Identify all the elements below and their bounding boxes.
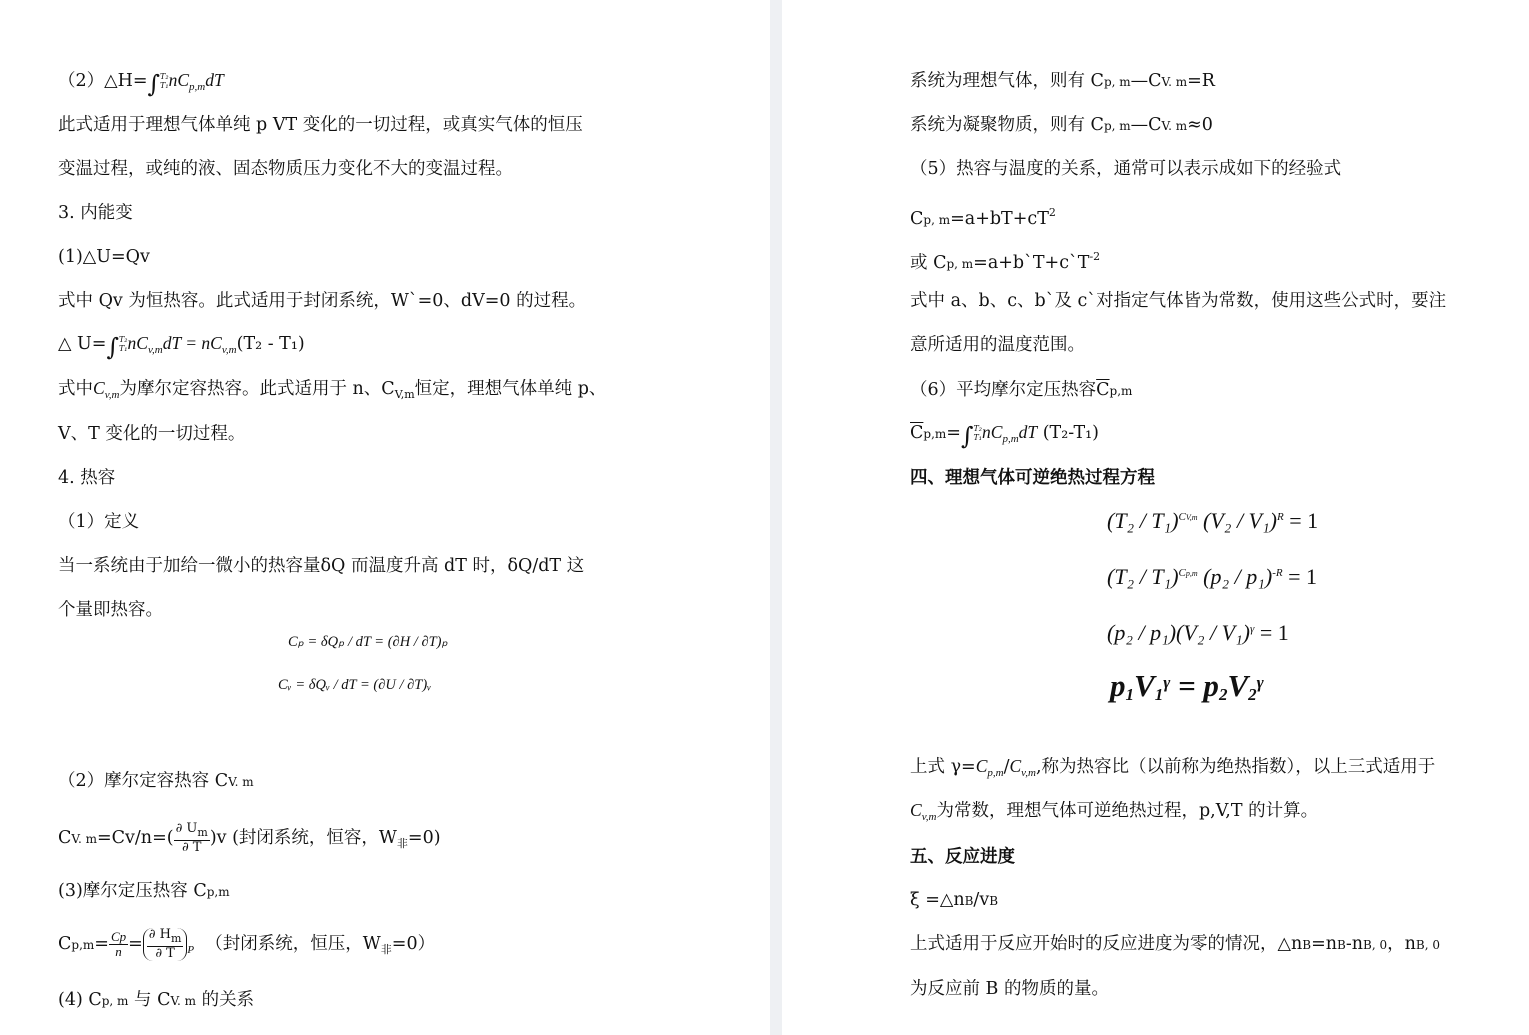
text-segment: ,称为热容比（以前称为绝热指数），以上三式适用于 [1035,757,1436,777]
mean-cp-formula [910,420,1099,451]
integral-limits [160,72,169,90]
text-segment: 为常数，理想气体可逆绝热过程，p,V,T 的计算。 [936,801,1319,821]
subscript: 非 [396,837,408,850]
eq-part: p [1110,668,1126,703]
symbol: $\overline{C}$ [910,423,924,443]
numerator [174,822,210,841]
text-segment: —C [1130,71,1162,91]
subsection-heading [910,378,1132,403]
page-divider [770,0,782,1035]
subscript: P [187,944,195,956]
subscript: p,m [206,885,230,899]
text-segment: / [1003,757,1010,777]
cp-definition-equation: Cₚ = δQₚ / dT = (∂H / ∂T)ₚ [288,634,448,650]
text-segment: =Cv/n=( [96,828,174,848]
text-segment: 系统为凝聚物质，则有 C [910,115,1104,135]
denominator: ∂ T [181,840,202,855]
text-segment: 上式 γ= [910,757,976,777]
adiabatic-equation-3 [1107,620,1289,646]
eq-exponent: γ [1163,673,1171,692]
subsection-heading: （1）定义 [58,512,140,532]
text-segment: （封闭系统，恒压，W [205,934,381,954]
subscript: p,m [923,427,947,441]
subsection-heading [58,769,254,794]
text-segment: /v [973,890,990,910]
text-segment: ξ =△n [910,890,965,910]
text-segment: ≈0 [1187,115,1213,135]
section-heading: 四、理想气体可逆绝热过程方程 [910,468,1155,488]
eq-part: = 1 [1283,508,1319,533]
subscript: p,m [1109,384,1133,398]
eq-exponent: γ [1250,623,1255,635]
text-segment: 系统为理想气体，则有 C [910,71,1104,91]
symbol: C [1009,756,1022,776]
eq-part: = 1 [1282,564,1318,589]
eq-part: = 1 [1254,620,1289,645]
eq-part: (T₂ / T₁) [1107,508,1179,533]
paragraph-line: 式中 Qv 为恒热容。此式适用于封闭系统，W`=0、dV=0 的过程。 [58,291,587,311]
bracket [143,928,188,961]
symbol: C [93,378,105,398]
text-segment: C [58,828,72,848]
eq-subscript: 2 [1248,685,1257,704]
symbol: C [910,800,922,820]
numerator-text: ∂ U [175,821,198,836]
text-segment: 上式适用于反应开始时的反应进度为零的情况，△n [910,934,1303,954]
integrand: nC [982,422,1003,442]
lower-limit: T₁ [973,433,982,442]
equals: = [128,934,143,954]
numerator: Cp [110,929,127,944]
subscript: p, m [1103,75,1131,89]
delta-h-formula [58,68,224,99]
subscript: B, 0 [1363,938,1388,952]
text-segment: -n [1345,934,1364,954]
formula-line [910,245,1100,276]
section-heading: 4. 热容 [58,468,116,488]
subscript: V. m [1161,75,1188,89]
formula-line: (1)△U=Qv [58,247,150,267]
paragraph-line: 意所适用的温度范围。 [910,335,1085,355]
subscript: p,m [71,938,95,952]
denominator: ∂ T [155,946,175,961]
upper-limit: T₂ [973,424,982,433]
cvm-formula [58,822,441,856]
superscript: -2 [1089,250,1101,263]
subscript: p, m [946,257,974,271]
text-segment: (4) C [58,990,102,1010]
paragraph-line: 此式适用于理想气体单纯 p VT 变化的一切过程，或真实气体的恒压 [58,115,583,135]
text-segment: （2）摩尔定容热容 C [58,771,229,791]
paragraph-line [910,754,1435,785]
integral-limits [973,424,982,442]
subscript: V. m [71,832,97,846]
paragraph-line: 为反应前 B 的物质的量。 [910,979,1109,999]
eq-exponent: -R [1272,567,1283,579]
paragraph-line: 变温过程，或纯的液、固态物质压力变化不大的变温过程。 [58,159,513,179]
eq-part: (p₂ / p₁) [1197,564,1273,589]
numerator-sub: m [170,932,182,945]
paragraph-line: 式中 a、b、c、b`及 c`对指定气体皆为常数，使用这些公式时，要注 [910,291,1447,311]
subscript: v,m [147,344,163,356]
text-segment: =0) [407,828,441,848]
eq-part: = p [1170,668,1219,703]
text-segment: (T₂-T₁) [1037,423,1100,443]
text-segment: =a+b`T+c`T [973,253,1090,273]
subscript: 非 [380,943,392,956]
subscript: v,m [221,344,237,356]
integral-sign: ∫ [960,422,974,450]
adiabatic-equation-4 [1110,668,1264,705]
cv-definition-equation: Cᵥ = δQᵥ / dT = (∂U / ∂T)ᵥ [278,677,432,693]
text-segment: )v (封闭系统，恒容，W [209,828,397,848]
eq-exponent: R [1276,511,1284,523]
exp-sub: V,m [1185,513,1198,522]
text-segment: （6）平均摩尔定压热容 [910,380,1097,400]
symbol: $\overline{C}$ [1096,380,1110,400]
eq-subscript: 2 [1218,685,1228,704]
right-page [782,0,1529,1035]
formula-label: △ U= [58,334,107,354]
subscript: p,m [987,767,1004,779]
subscript: B, 0 [1415,938,1440,952]
text-segment: 的关系 [196,990,255,1010]
adiabatic-equation-1 [1107,508,1318,534]
exp-sub: p,m [1185,569,1198,578]
section-heading: 3. 内能变 [58,203,133,223]
adiabatic-equation-2 [1107,564,1317,590]
subscript: p,m [189,81,206,93]
text-segment: C [58,934,72,954]
subscript: B [1302,938,1312,952]
subsection-heading [58,879,230,904]
subscript: B [1337,938,1346,952]
section-heading: 五、反应进度 [910,847,1015,867]
subscript: p, m [1103,119,1131,133]
subscript: v,m [921,811,937,823]
fraction [147,928,184,961]
paragraph-line [58,376,606,407]
text-segment: 与 C [128,990,171,1010]
formula-label: （2）△H= [58,71,148,91]
eq-exponent: γ [1256,673,1264,692]
text-segment: =a+bT+cT [950,209,1049,229]
eq-part: (V₂ / V₁) [1197,508,1277,533]
eq-part: (T₂ / T₁) [1107,564,1179,589]
exp-symbol: C [1178,511,1186,523]
cpm-formula [58,928,435,962]
subscript: p, m [923,213,951,227]
differential: dT [205,70,224,90]
numerator-text: ∂ H [148,927,171,942]
text-segment: = [946,423,961,443]
text-segment: —C [1130,115,1162,135]
paragraph-line [910,113,1213,138]
text-segment: C [910,209,924,229]
symbol: C [975,756,988,776]
fraction [174,822,210,855]
text-segment: 为摩尔定容热容。此式适用于 n、C [119,379,395,399]
superscript: 2 [1048,206,1056,219]
eq-subscript: 1 [1154,685,1164,704]
text-segment: 恒定，理想气体单纯 p、 [414,379,607,399]
subscript: V,m [394,388,415,401]
subscript: p, m [101,994,129,1008]
eq-subscript: 1 [1125,685,1134,704]
text-segment: ，n [1387,934,1416,954]
paragraph-line: 当一系统由于加给一微小的热容量δQ 而温度升高 dT 时，δQ/dT 这 [58,556,585,576]
formula-mid: dT = nC [162,333,222,353]
lower-limit: T₁ [160,81,169,90]
eq-part: V [1134,668,1155,703]
paragraph-line: V、T 变化的一切过程。 [58,424,246,444]
upper-limit: T₂ [160,72,169,81]
formula-line [910,888,998,913]
differential: dT [1018,422,1038,442]
eq-part: (p₂ / p₁)(V₂ / V₁) [1107,620,1250,645]
formula-tail: (T₂ - T₁) [236,334,305,354]
text-segment: =0） [391,934,436,954]
subsection-heading [58,988,254,1013]
subsection-heading: （5）热容与温度的关系，通常可以表示成如下的经验式 [910,159,1342,179]
lower-limit: T₁ [118,344,128,353]
integral-limits [119,335,128,353]
eq-exponent [1179,567,1198,579]
denominator: n [115,944,122,959]
subscript: B [964,894,974,908]
text-segment: 式中 [58,379,93,399]
subscript: v,m [104,389,120,401]
fraction [109,930,128,959]
subscript: V. m [1161,119,1188,133]
text-segment: =n [1311,934,1337,954]
exp-symbol: C [1178,567,1186,579]
numerator [147,928,184,947]
integral-sign: ∫ [106,333,119,361]
integrand: nC [168,70,190,90]
integrand: nC [127,333,148,353]
paragraph-line [910,69,1215,94]
eq-part: V [1227,668,1249,703]
subscript: p,m [1002,433,1019,445]
subscript: V. m [228,775,254,789]
subscript: V. m [170,994,197,1008]
paragraph-line [910,798,1318,829]
integral-sign: ∫ [147,70,161,98]
delta-u-formula [58,331,305,362]
paragraph-line [910,932,1440,957]
text-segment: = [94,934,109,954]
upper-limit: T₂ [118,335,128,344]
text-segment: =R [1187,71,1215,91]
eq-exponent [1179,511,1198,523]
subscript: B [989,894,999,908]
subscript: v,m [1021,767,1036,779]
paragraph-line: 个量即热容。 [58,600,163,620]
formula-line [910,201,1056,232]
text-segment: 或 C [910,253,947,273]
text-segment: (3)摩尔定压热容 C [58,881,207,901]
numerator-sub: m [197,826,208,839]
